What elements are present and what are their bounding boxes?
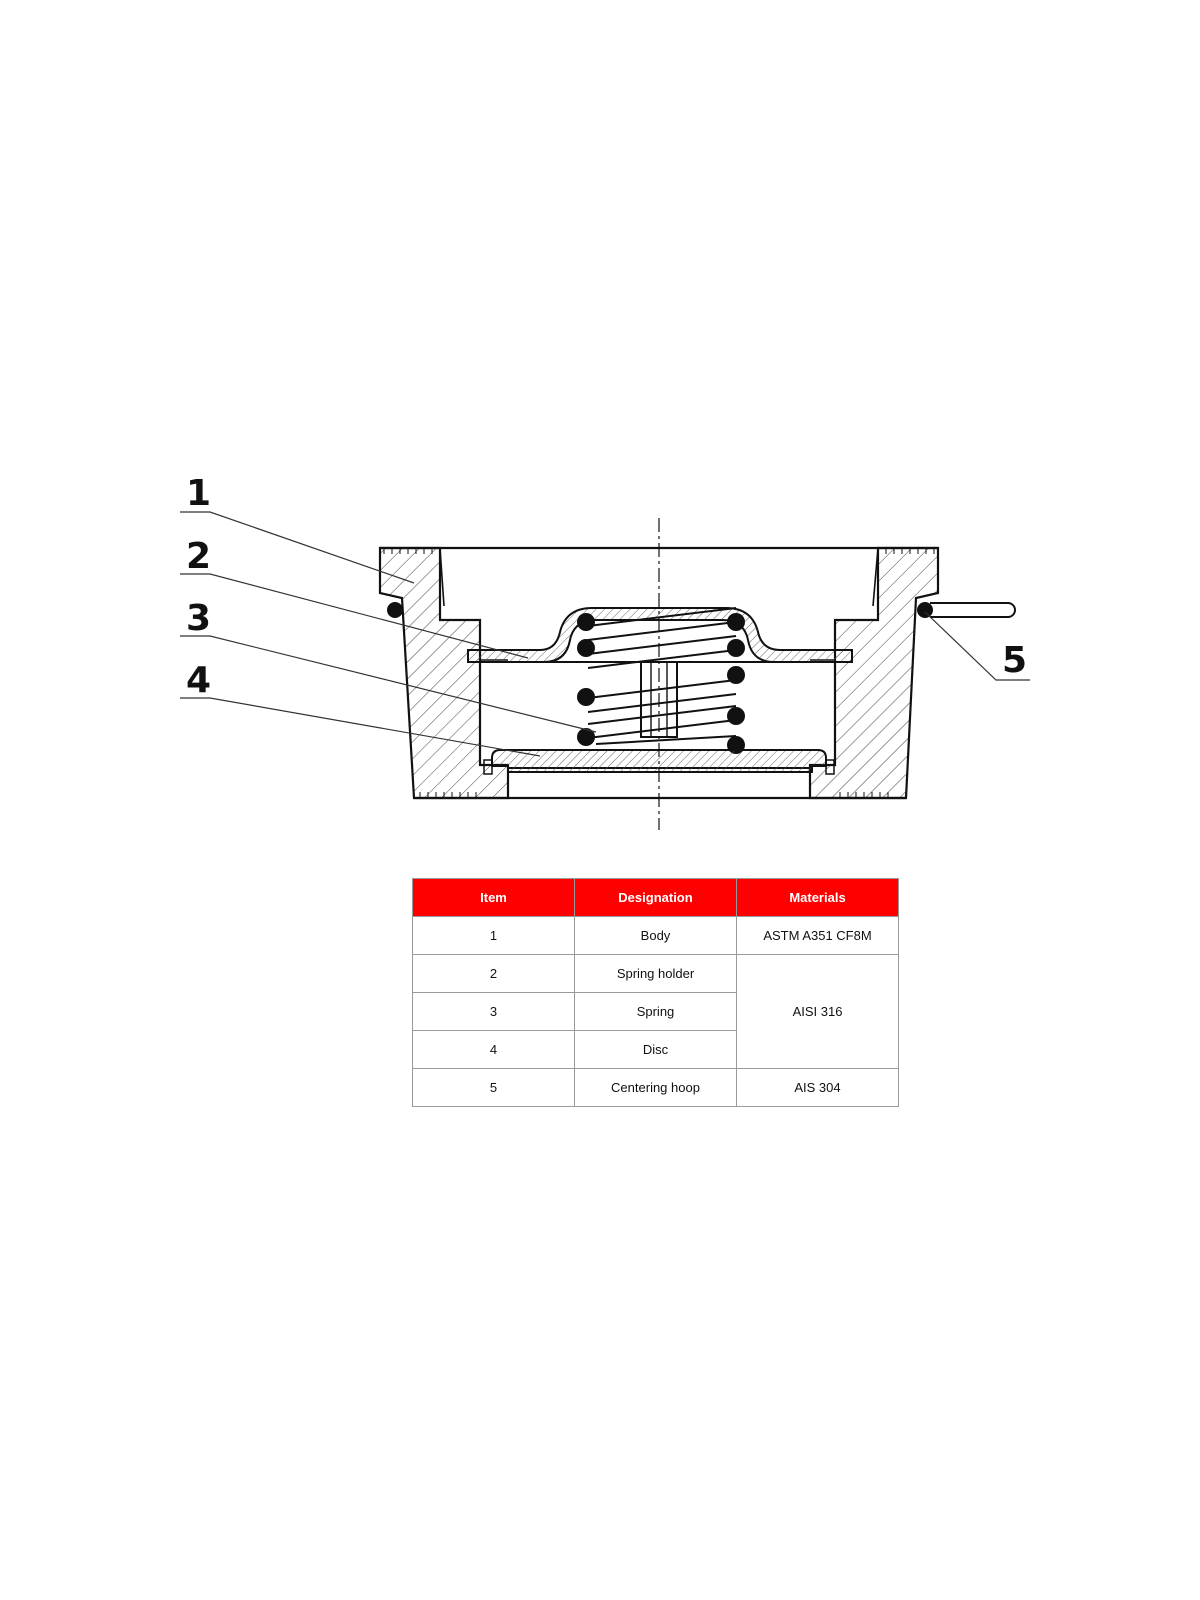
cell-item: 2: [413, 955, 575, 993]
cell-designation: Centering hoop: [575, 1069, 737, 1107]
callout-2: 2: [186, 536, 212, 577]
cell-designation: Spring holder: [575, 955, 737, 993]
spring-holder: [468, 608, 852, 662]
cell-item: 4: [413, 1031, 575, 1069]
callout-5: 5: [1002, 640, 1028, 681]
centering-hoop: [930, 603, 1015, 617]
table-row: [413, 917, 899, 955]
table-header-row: [413, 879, 899, 917]
cell-material: AISI 316: [737, 955, 899, 1069]
callout-4: 4: [186, 660, 212, 701]
seal-left: [387, 602, 403, 618]
cell-designation: Disc: [575, 1031, 737, 1069]
cell-item: 1: [413, 917, 575, 955]
seal-right: [917, 602, 933, 618]
spring-coils: [588, 608, 736, 744]
callout-1: 1: [186, 473, 212, 514]
header-item: Item: [413, 879, 575, 917]
spring-wire-sections: [577, 613, 745, 754]
cell-item: 5: [413, 1069, 575, 1107]
parts-table: [412, 878, 899, 1107]
cell-item: 3: [413, 993, 575, 1031]
header-materials: Materials: [737, 879, 899, 917]
cell-designation: Body: [575, 917, 737, 955]
cell-material: ASTM A351 CF8M: [737, 917, 899, 955]
table-row: [413, 955, 899, 993]
cell-material: AIS 304: [737, 1069, 899, 1107]
callout-3: 3: [186, 598, 212, 639]
cell-designation: Spring: [575, 993, 737, 1031]
header-designation: Designation: [575, 879, 737, 917]
table-row: [413, 1069, 899, 1107]
